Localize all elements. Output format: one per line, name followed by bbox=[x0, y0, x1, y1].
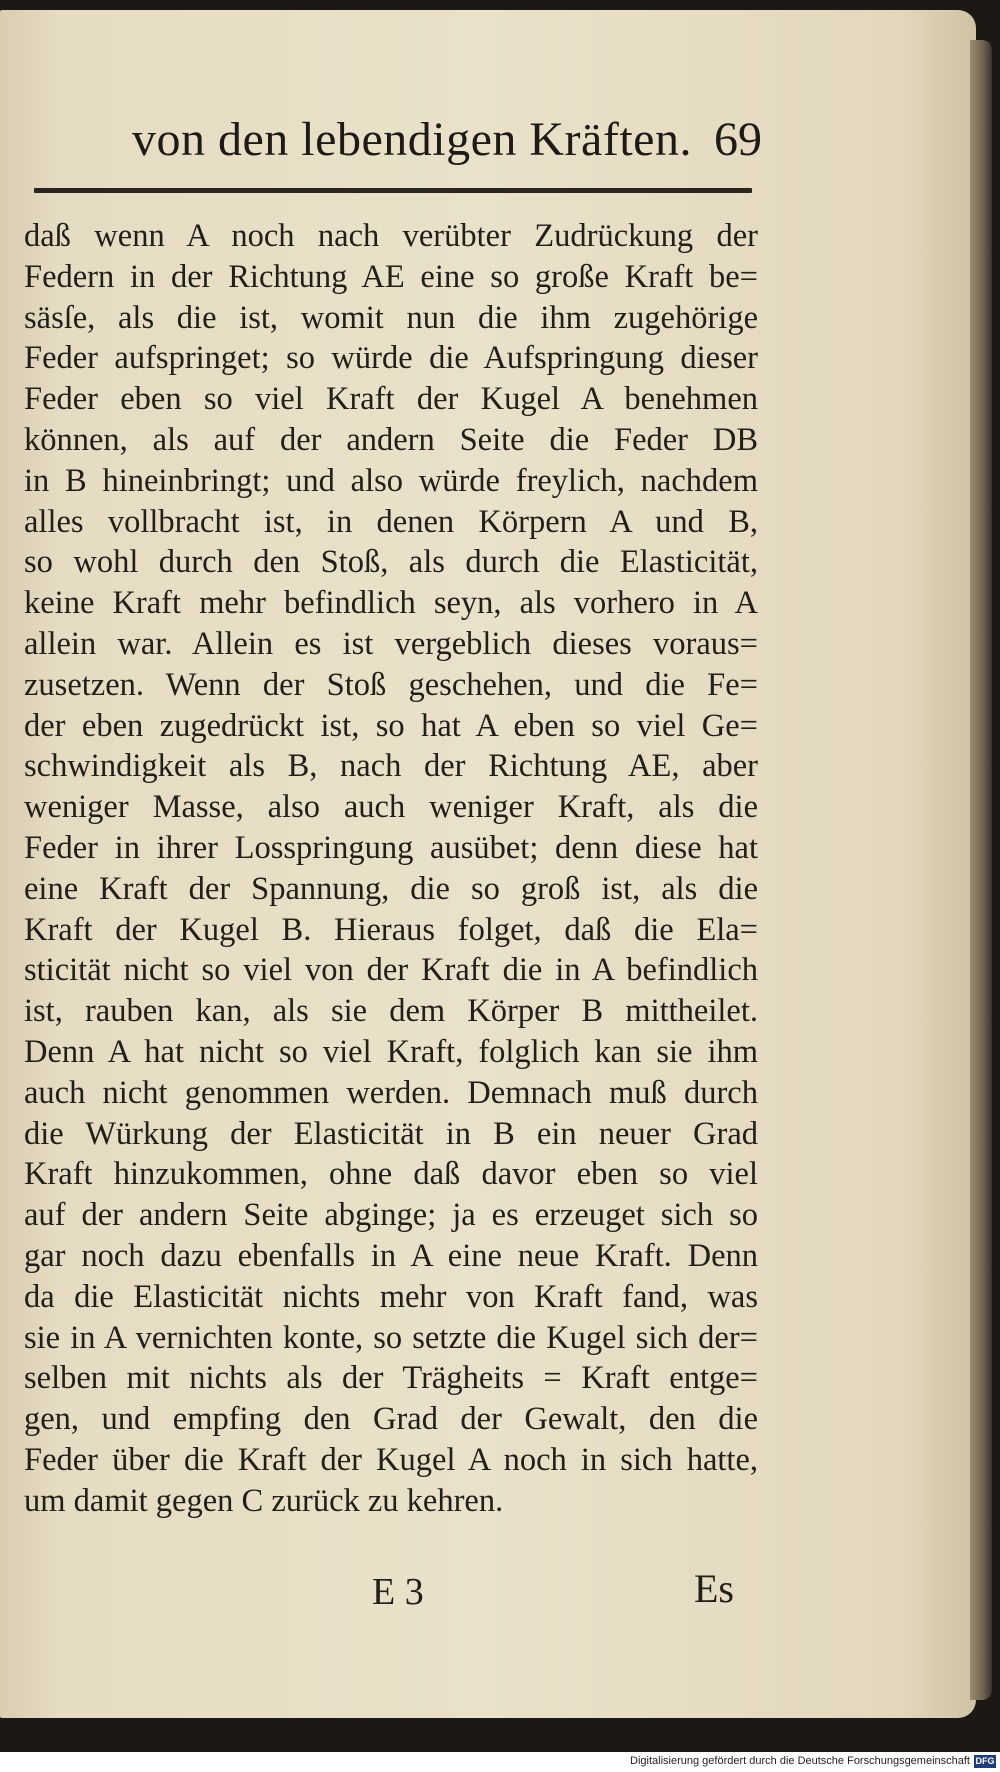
text-line: gen, und empfing den Grad der Gewalt, den die bbox=[24, 1401, 758, 1438]
text-line: da die Elasticität nichts mehr von Kraft fand, was bbox=[24, 1278, 758, 1315]
text-line: Feder aufspringet; so würde die Aufspringung dieser bbox=[24, 340, 758, 377]
text-line: in B hineinbringt; und also würde freylich, nachdem bbox=[24, 462, 758, 499]
text-line: sie in A vernichten konte, so setzte die Kugel sich der= bbox=[24, 1319, 758, 1356]
text-line: alles vollbracht ist, in denen Körpern A und B, bbox=[24, 503, 758, 540]
header-rule bbox=[34, 188, 752, 193]
page-header bbox=[122, 112, 762, 182]
text-line: sticität nicht so viel von der Kraft die in A befindlich bbox=[24, 952, 758, 989]
text-line: eine Kraft der Spannung, die so groß ist, als die bbox=[24, 870, 758, 907]
text-line: so wohl durch den Stoß, als durch die Elasticität, bbox=[24, 544, 758, 581]
text-line: zusetzen. Wenn der Stoß geschehen, und die Fe= bbox=[24, 666, 758, 703]
page-number: 69 bbox=[714, 113, 762, 166]
text-line: Federn in der Richtung AE eine so große Kraft be= bbox=[24, 258, 758, 295]
text-line: selben mit nichts als der Trägheits = Kraft entge= bbox=[24, 1360, 758, 1397]
text-line: weniger Masse, also auch weniger Kraft, als die bbox=[24, 789, 758, 826]
catchword: Es bbox=[694, 1566, 734, 1611]
page-edge bbox=[970, 40, 992, 1700]
body-text bbox=[24, 216, 758, 1522]
text-line: Kraft hinzukommen, ohne daß davor eben so viel bbox=[24, 1156, 758, 1193]
text-line: allein war. Allein es ist vergeblich dieses voraus= bbox=[24, 625, 758, 662]
text-line: auf der andern Seite abginge; ja es erzeuget sich so bbox=[24, 1197, 758, 1234]
text-line: Kraft der Kugel B. Hieraus folget, daß die Ela= bbox=[24, 911, 758, 948]
credit-bar bbox=[0, 1752, 1000, 1772]
signature-mark: E 3 bbox=[372, 1571, 424, 1613]
text-line: um damit gegen C zurück zu kehren. bbox=[24, 1482, 504, 1519]
text-line: ist, rauben kan, als sie dem Körper B mittheilet. bbox=[24, 993, 758, 1030]
text-line: Feder in ihrer Losspringung ausübet; denn diese hat bbox=[24, 829, 758, 866]
text-line: Feder über die Kraft der Kugel A noch in sich hatte, bbox=[24, 1441, 758, 1478]
text-line: können, als auf der andern Seite die Feder DB bbox=[24, 421, 758, 458]
text-line: Feder eben so viel Kraft der Kugel A benehmen bbox=[24, 381, 758, 418]
text-line: säsſe, als die ist, womit nun die ihm zugehörige bbox=[24, 299, 758, 336]
text-line: Denn A hat nicht so viel Kraft, folglich kan sie ihm bbox=[24, 1033, 758, 1070]
text-line: der eben zugedrückt ist, so hat A eben so viel Ge= bbox=[24, 707, 758, 744]
text-line: gar noch dazu ebenfalls in A eine neue Kraft. Denn bbox=[24, 1237, 758, 1274]
text-line: die Würkung der Elasticität in B ein neuer Grad bbox=[24, 1115, 758, 1152]
text-line: schwindigkeit als B, nach der Richtung AE, aber bbox=[24, 748, 758, 785]
text-line: keine Kraft mehr befindlich seyn, als vorhero in A bbox=[24, 585, 758, 622]
book-page bbox=[0, 10, 976, 1718]
credit-text: Digitalisierung gefördert durch die Deutsche Forschungsgemeinschaft bbox=[630, 1755, 970, 1767]
dfg-logo: DFG bbox=[975, 1756, 995, 1766]
text-line: daß wenn A noch nach verübter Zudrückung der bbox=[24, 218, 758, 254]
running-title: von den lebendigen Kräften. bbox=[132, 113, 692, 166]
text-line: auch nicht genommen werden. Demnach muß durch bbox=[24, 1074, 758, 1111]
